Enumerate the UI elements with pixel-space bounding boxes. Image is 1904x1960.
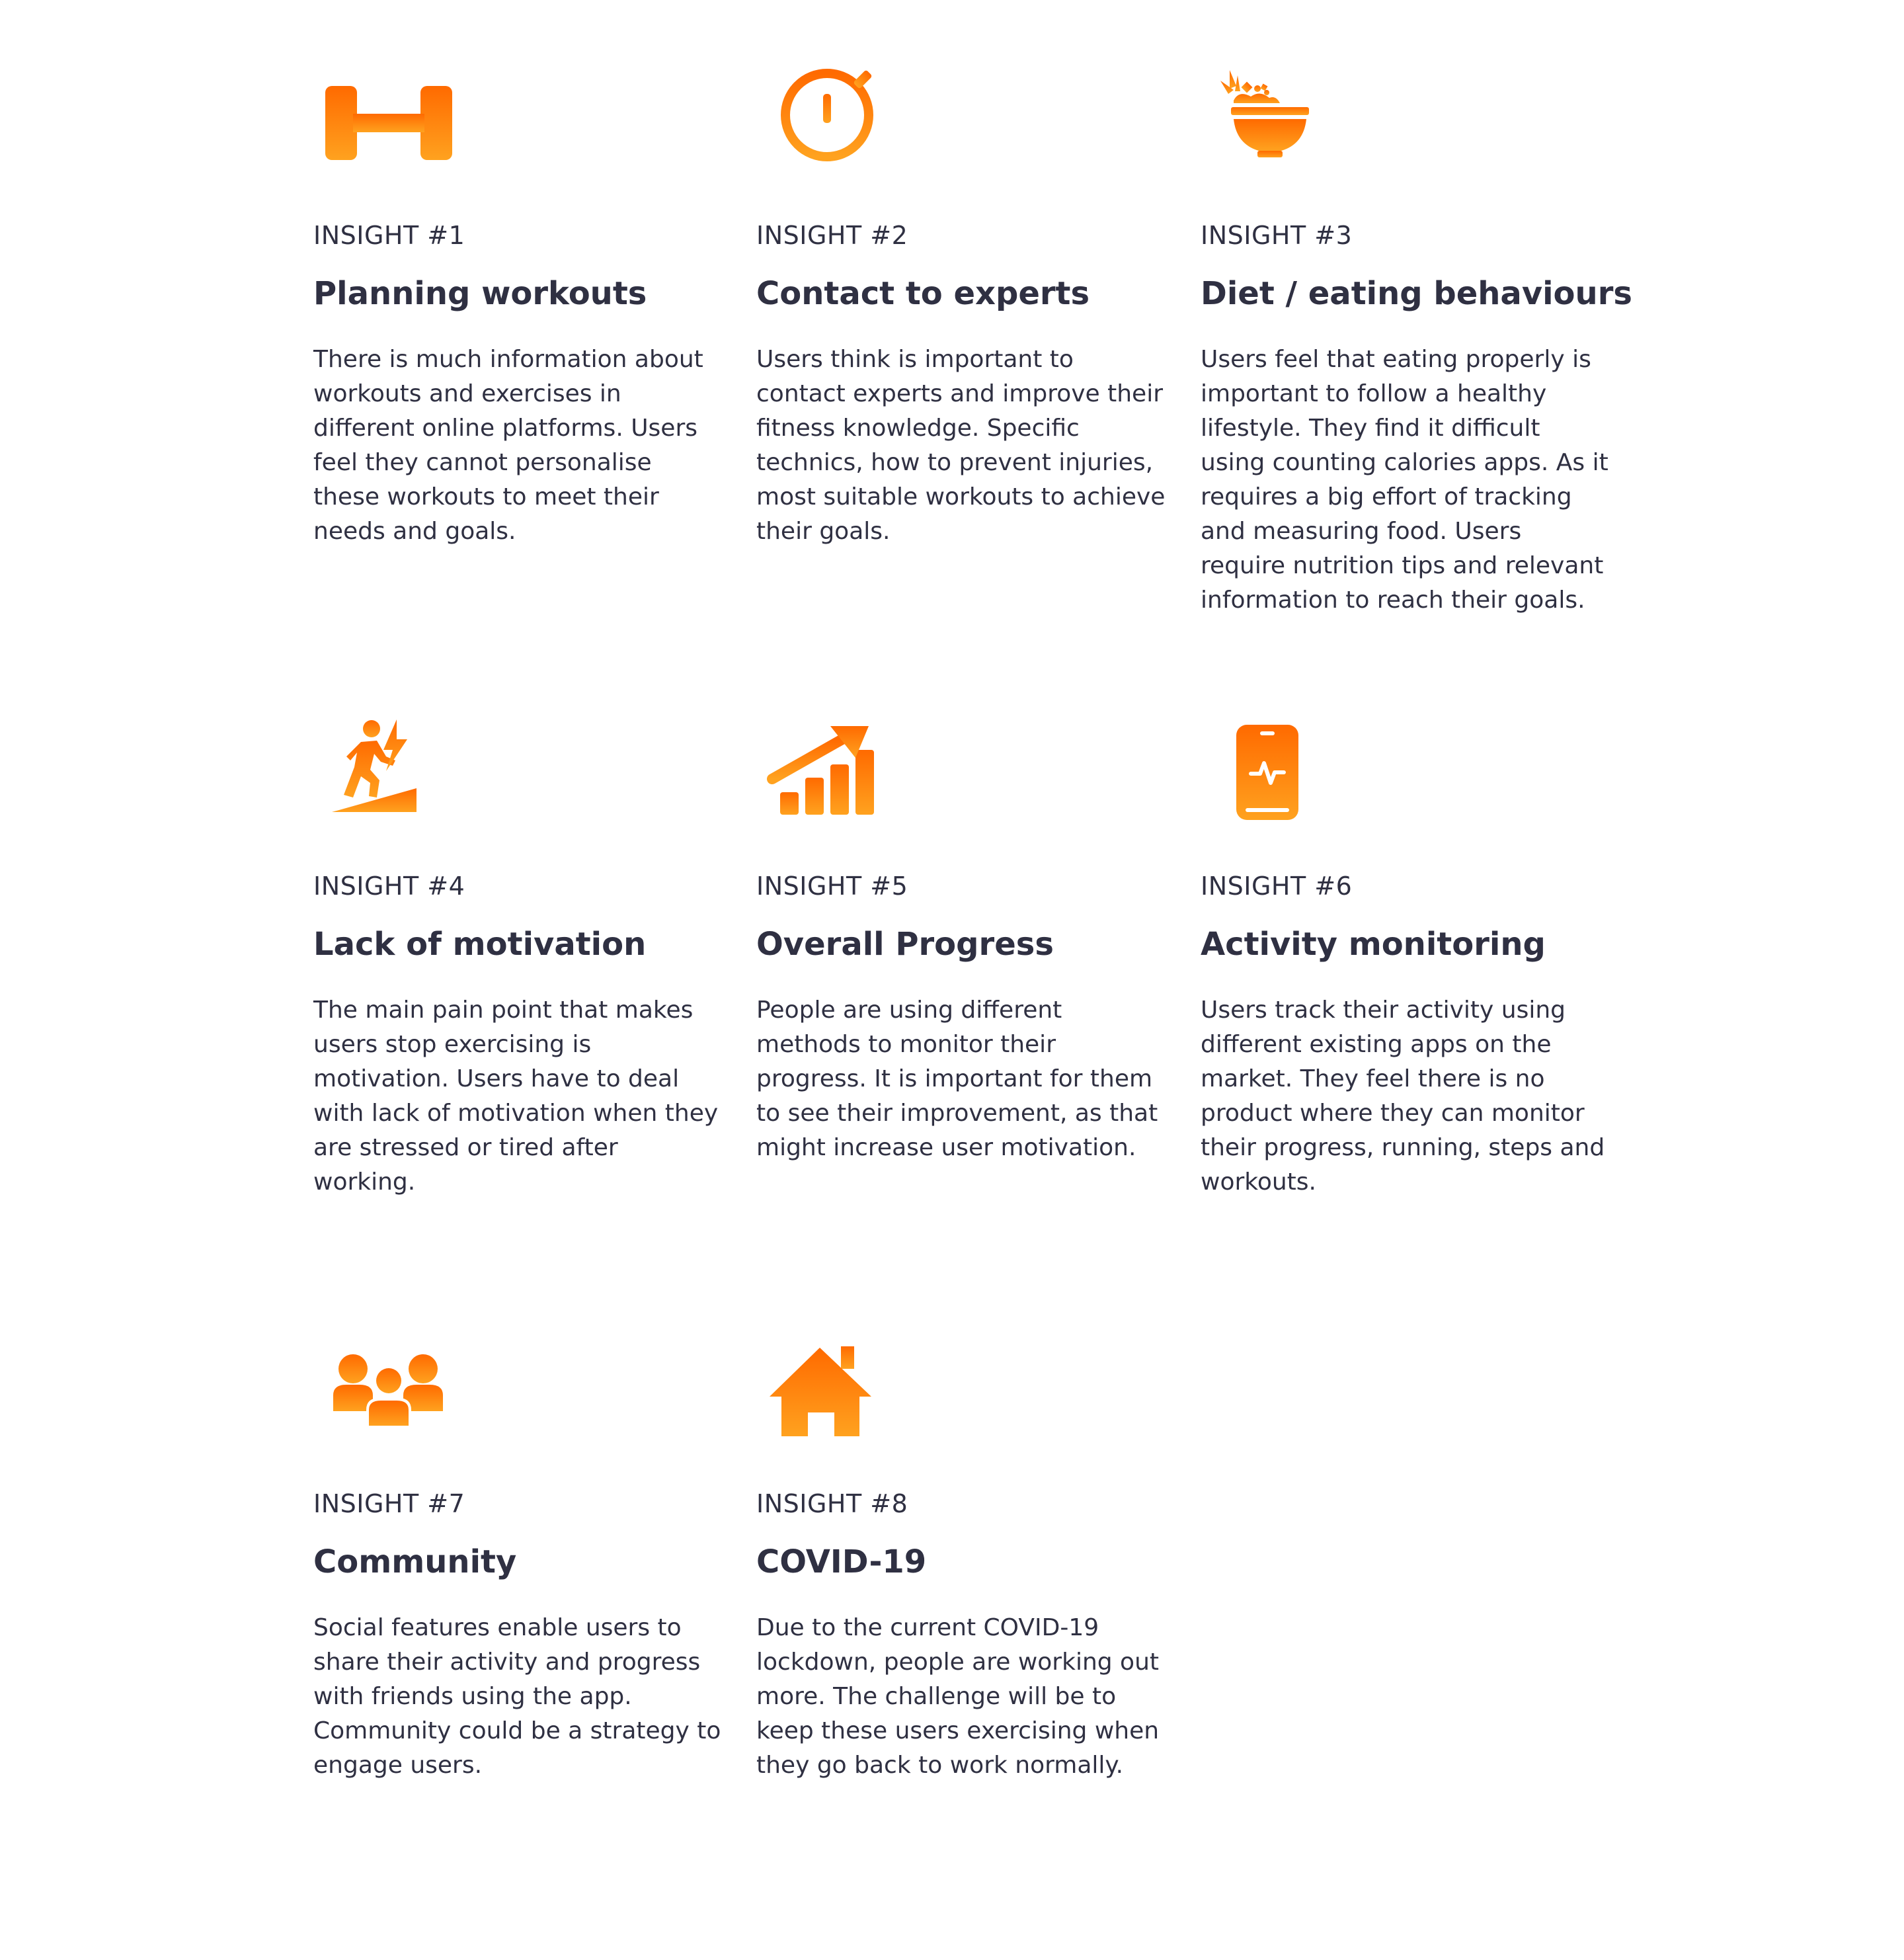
insight-number: INSIGHT #8	[756, 1489, 908, 1518]
insight-description: Social features enable users to share their activity and progress with friends using the app. Community could be a strategy to engage users.	[313, 1614, 721, 1779]
insight-description: Due to the current COVID-19 lockdown, people are working out more. The challenge will be to keep these users exercising when they go back to work normally.	[756, 1614, 1160, 1779]
insight-title: Contact to experts	[756, 275, 1090, 312]
insight-description: Users think is important to contact experts and improve their fitness knowledge. Specific technics, how to prevent injuries, most suitable workouts to achieve their goals.	[756, 346, 1166, 545]
insight-title: Planning workouts	[313, 275, 647, 312]
growth-chart-icon	[756, 717, 915, 836]
insight-title: Community	[313, 1543, 517, 1580]
insight-title: COVID-19	[756, 1543, 927, 1580]
insight-description: Users feel that eating properly is important to follow a healthy lifestyle. They find it difficult using counting calories apps. As it requires a big effort of tracking and measuring food. Users require nutrition tips and relevant information to reach their goals.	[1201, 346, 1608, 614]
stopwatch-icon	[756, 66, 915, 185]
insight-description: The main pain point that makes users stop exercising is motivation. Users have to deal with lack of motivation when they are stressed or tired after working.	[313, 997, 719, 1196]
insight-description: People are using different methods to monitor their progress. It is important for them to see their improvement, as that might increase user motivation.	[756, 997, 1158, 1161]
people-group-icon	[313, 1334, 472, 1453]
insight-title: Diet / eating behaviours	[1201, 275, 1632, 312]
insight-title: Lack of motivation	[313, 926, 647, 963]
insight-number: INSIGHT #3	[1201, 221, 1353, 250]
insight-number: INSIGHT #2	[756, 221, 908, 250]
insight-description: There is much information about workouts and exercises in different online platforms. Users feel they cannot personalise these workouts to meet their needs and goals.	[313, 346, 703, 545]
person-climbing-energy-icon	[313, 717, 472, 836]
house-icon	[756, 1334, 915, 1453]
insight-number: INSIGHT #7	[313, 1489, 465, 1518]
phone-activity-icon	[1201, 717, 1359, 836]
insight-number: INSIGHT #4	[313, 872, 465, 901]
salad-bowl-icon	[1201, 66, 1359, 185]
insight-number: INSIGHT #6	[1201, 872, 1353, 901]
dumbbell-icon	[313, 66, 472, 185]
insight-description: Users track their activity using different existing apps on the market. They feel there is no product where they can monitor their progress, running, steps and workouts.	[1201, 997, 1605, 1196]
insight-title: Overall Progress	[756, 926, 1054, 963]
insight-number: INSIGHT #1	[313, 221, 465, 250]
insight-title: Activity monitoring	[1201, 926, 1546, 963]
insight-number: INSIGHT #5	[756, 872, 908, 901]
